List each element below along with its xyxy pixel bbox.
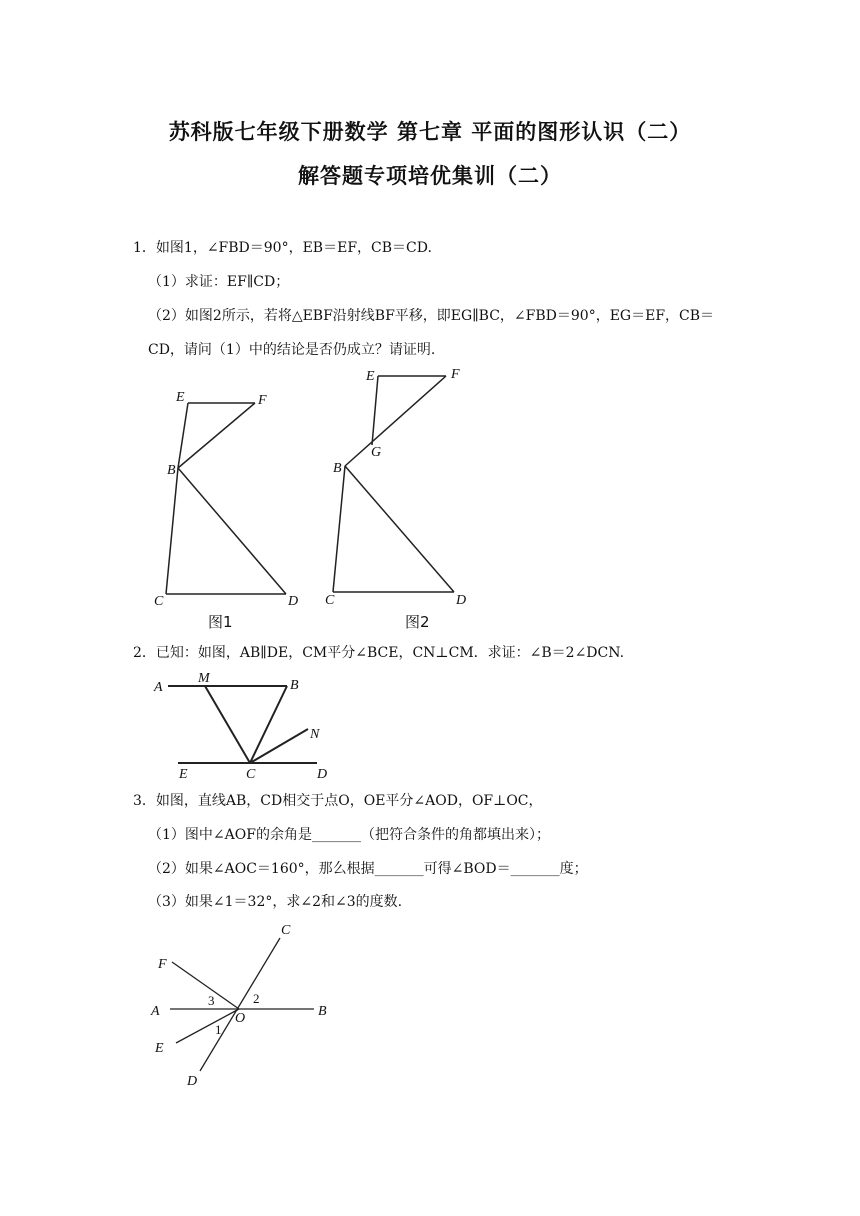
fig2-label-d: D [456, 593, 467, 608]
q2-label-e: E [179, 767, 188, 782]
document-title: 苏科版七年级下册数学 第七章 平面的图形认识（二） [168, 120, 692, 144]
fig1-label-e: E [176, 390, 185, 405]
q3-label-d: D [187, 1074, 198, 1089]
fig1-caption: 图1 [208, 613, 233, 631]
fig2-caption: 图2 [405, 613, 430, 631]
q2-label-b: B [290, 678, 299, 693]
q3-angle-3: 3 [208, 993, 215, 1008]
q2-label-a: A [154, 680, 163, 695]
fig2-label-g: G [371, 445, 382, 460]
q2-stem: 2．已知：如图，AB∥DE，CM平分∠BCE，CN⊥CM．求证：∠B＝2∠DCN. [133, 645, 625, 661]
fig2-label-e: E [366, 369, 375, 384]
fig1-label-f: F [258, 393, 267, 408]
q3-label-o: O [235, 1011, 246, 1026]
q3-label-a: A [151, 1004, 160, 1019]
q3-part3: （3）如果∠1＝32°，求∠2和∠3的度数. [148, 894, 403, 910]
q3-label-b: B [318, 1004, 327, 1019]
q3-angle-2: 2 [253, 991, 260, 1006]
q1-stem: 1．如图1，∠FBD＝90°，EB＝EF，CB＝CD. [133, 240, 432, 256]
fig2-label-f: F [451, 367, 460, 382]
q3-label-e: E [155, 1041, 164, 1056]
q3-part2: （2）如果∠AOC＝160°，那么根据_______可得∠BOD＝_______度； [148, 861, 588, 877]
fig1-label-d: D [288, 594, 299, 609]
q2-label-n: N [310, 727, 320, 742]
q3-stem: 3．如图，直线AB，CD相交于点O，OE平分∠AOD，OF⊥OC， [133, 793, 543, 809]
q3-label-c: C [281, 923, 291, 938]
q2-label-m: M [198, 671, 210, 686]
fig2-label-b: B [333, 461, 342, 476]
q2-label-d: D [317, 767, 328, 782]
q2-label-c: C [246, 767, 256, 782]
fig1-label-c: C [154, 594, 164, 609]
fig1-label-b: B [167, 463, 176, 478]
fig2-label-c: C [325, 593, 335, 608]
q3-part1: （1）图中∠AOF的余角是_______（把符合条件的角都填出来）； [148, 827, 550, 843]
document-subtitle: 解答题专项培优集训（二） [298, 164, 562, 188]
q1-part2-line1: （2）如图2所示，若将△EBF沿射线BF平移，即EG∥BC，∠FBD＝90°，EG＝EF，CB＝ [148, 308, 715, 324]
q3-angle-1: 1 [215, 1022, 222, 1037]
q1-part1: （1）求证：EF∥CD； [148, 274, 290, 290]
q1-part2-line2: CD，请问（1）中的结论是否仍成立？请证明. [148, 342, 436, 358]
q3-label-f: F [158, 957, 167, 972]
